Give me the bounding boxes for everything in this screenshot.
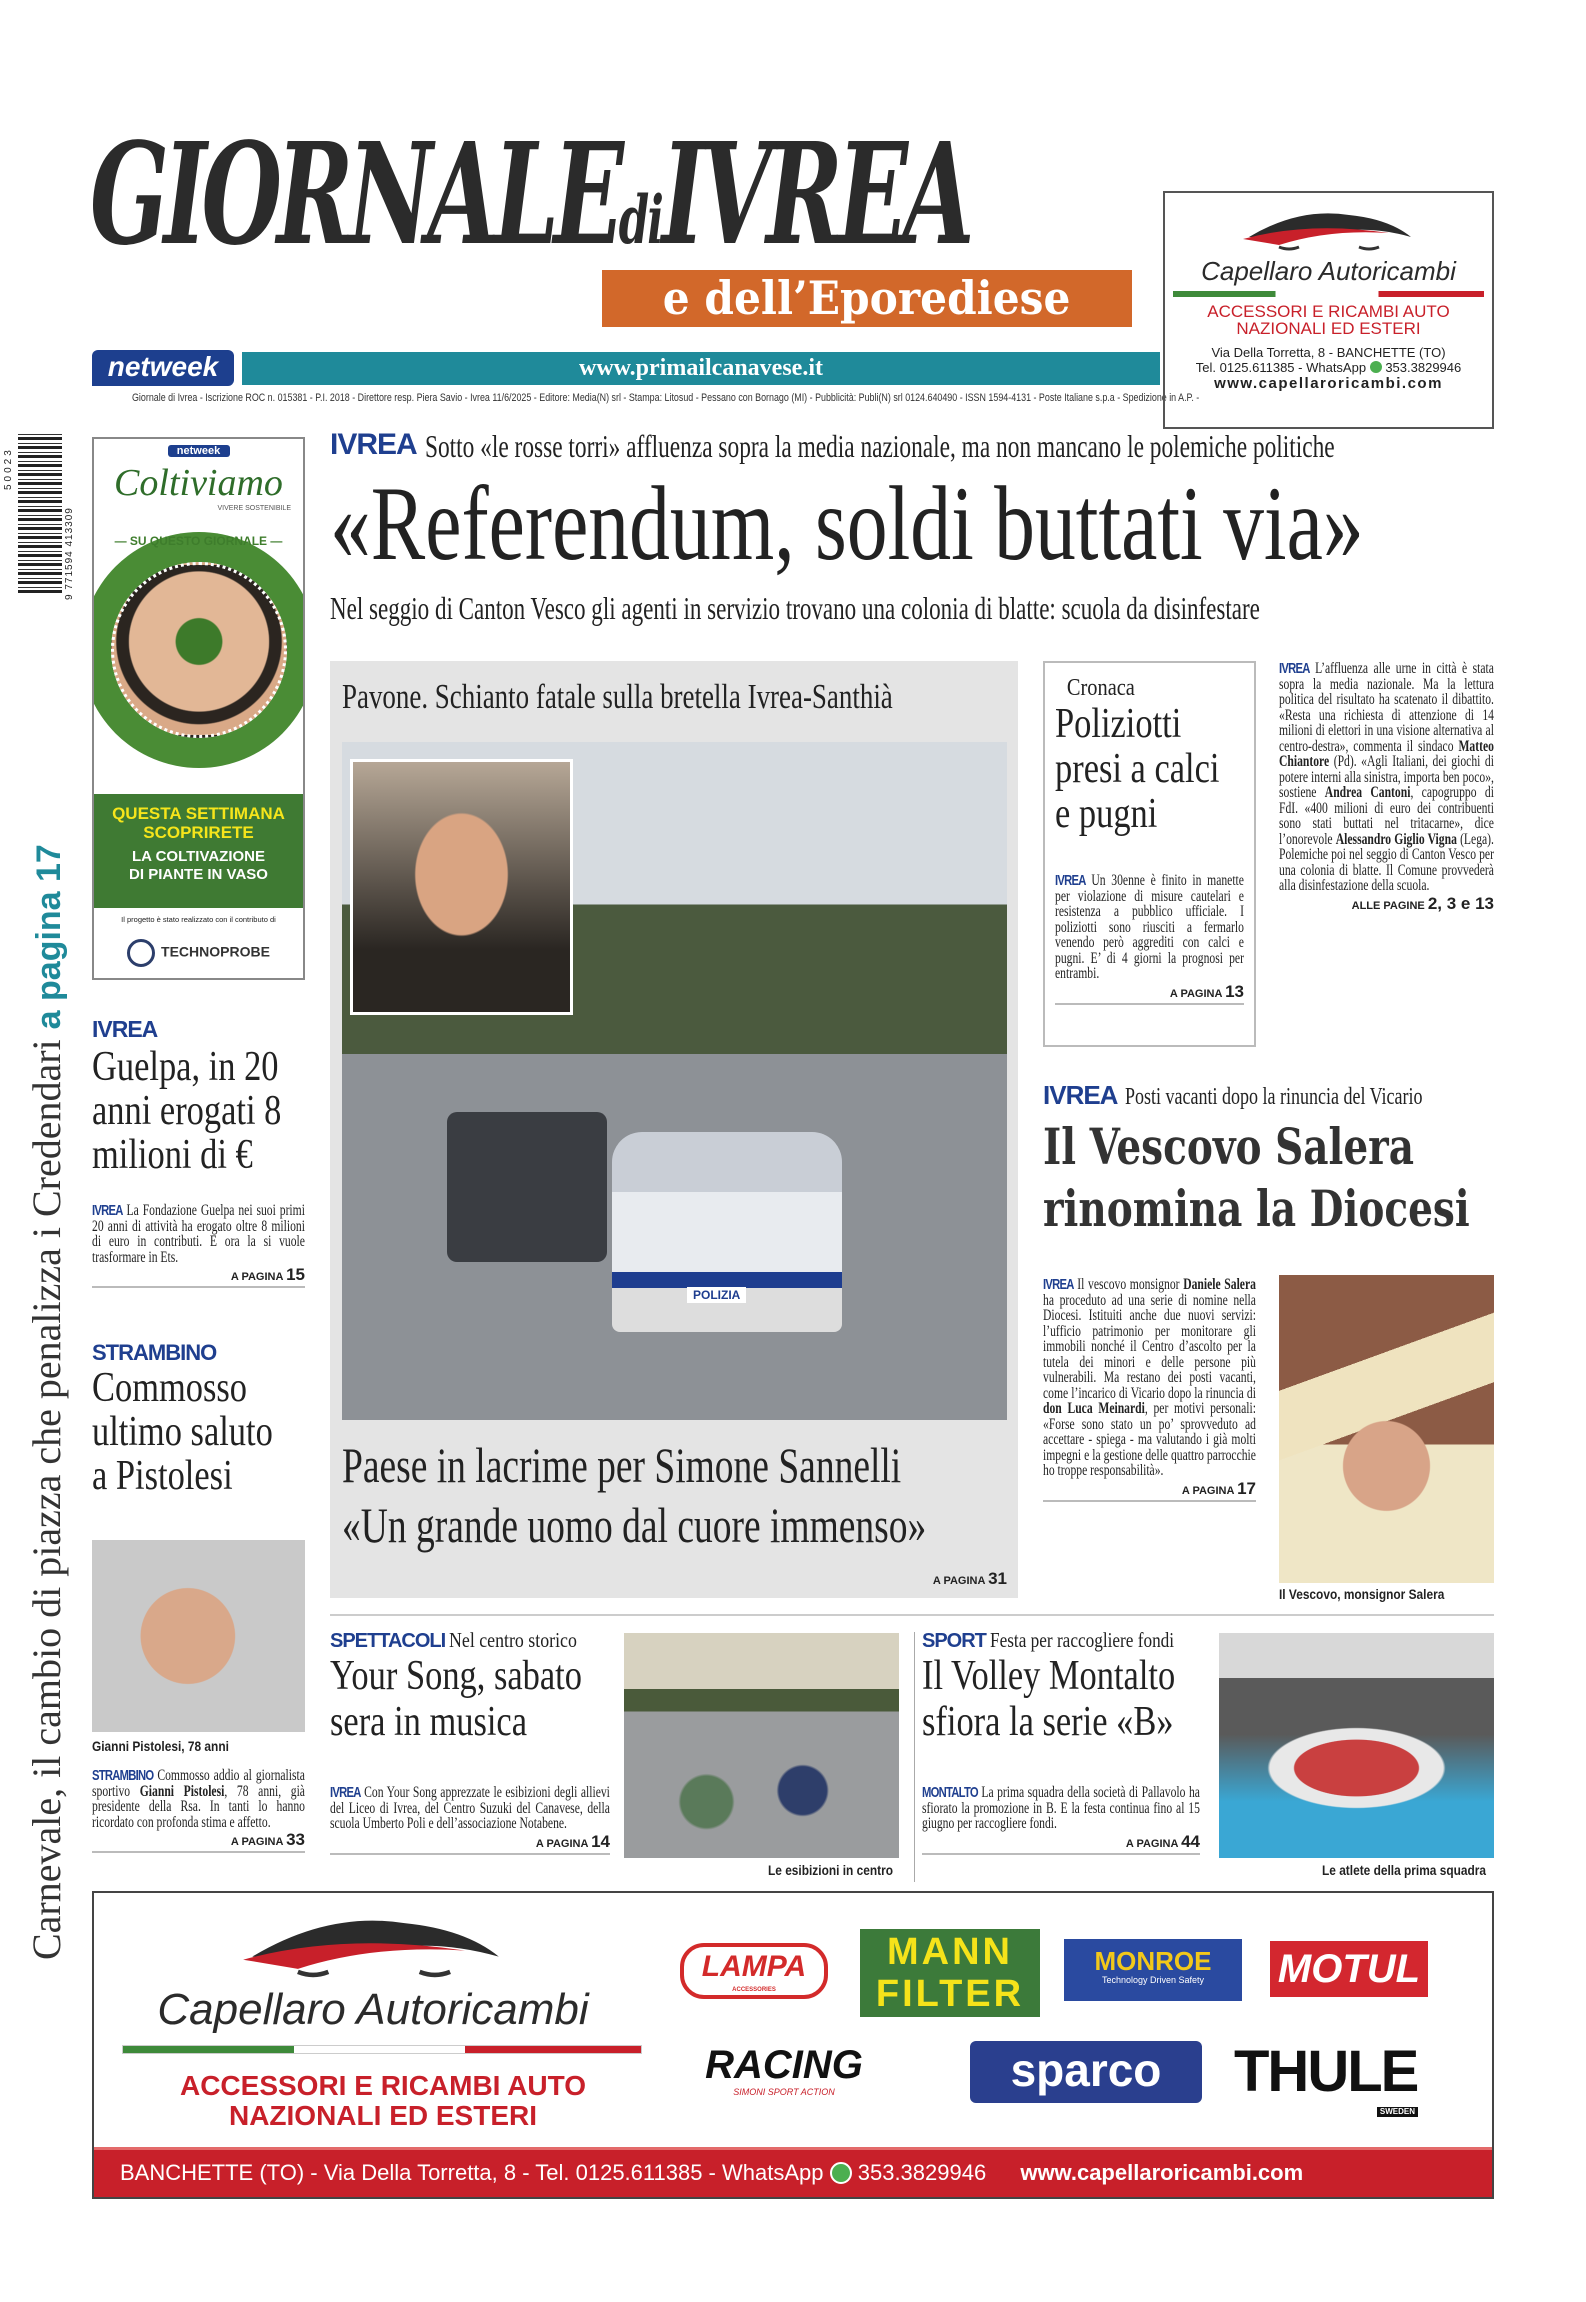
dateline: IVREA <box>92 1202 123 1219</box>
page-label: A PAGINA <box>230 1271 284 1283</box>
coltiviamo-sponsor-note: Il progetto è stato realizzato con il contributo di <box>121 915 276 924</box>
bishop-caption: Il Vescovo, monsignor Salera <box>1279 1586 1445 1602</box>
thule-sub: SWEDEN <box>1377 2107 1418 2117</box>
italian-flag-stripe <box>122 2045 642 2054</box>
whatsapp-icon <box>830 2162 852 2184</box>
bottom-ad-tagline-1: ACCESSORI E RICAMBI AUTO <box>179 2070 587 2101</box>
masthead-title-b: IVREA <box>661 125 970 265</box>
sparco-logo[interactable]: sparco <box>970 2041 1202 2103</box>
vescovo-kicker: IVREA <box>1043 1080 1118 1110</box>
body-text: , 78 anni, già presidente della Rsa. In tanti lo hanno ricordato con profonda stima e affetto. <box>92 1782 305 1831</box>
bottom-ad-tagline-2: NAZIONALI ED ESTERI <box>228 2100 537 2131</box>
bold-name: don Luca Meinardi <box>1043 1400 1145 1417</box>
vertical-teaser-link[interactable]: a pagina 17 <box>30 844 68 1030</box>
page-label: ALLE PAGINE <box>1351 899 1425 912</box>
yoursong-kicker: SPETTACOLI <box>330 1630 446 1652</box>
whatsapp-icon <box>1370 361 1382 373</box>
racing-name: RACING <box>705 2043 863 2087</box>
yoursong-headline: Your Song, sabato sera in musica <box>330 1653 582 1745</box>
feature-overline: Pavone. Schianto fatale sulla bretella Ivrea-Santhià <box>342 677 893 716</box>
vescovo-overline: Posti vacanti dopo la rinuncia del Vicario <box>1125 1084 1423 1110</box>
top-ad-brand: Capellaro Autoricambi <box>1201 256 1456 286</box>
lampa-sub: ACCESSORIES <box>732 1987 776 1993</box>
feature-headline-2: «Un grande uomo dal cuore immenso» <box>342 1497 927 1553</box>
top-ad[interactable] <box>1163 191 1494 429</box>
vescovo-body-column[interactable] <box>1043 1277 1256 1502</box>
bold-name: Daniele Salera <box>1183 1276 1256 1293</box>
motul-logo[interactable]: MOTUL <box>1270 1941 1428 1997</box>
technoprobe-logo <box>94 939 303 967</box>
yoursong-article[interactable] <box>330 1628 610 1855</box>
monroe-name: MONROE <box>1094 1946 1212 1976</box>
feature-page-ref[interactable] <box>342 1569 1007 1590</box>
bottom-ad-whatsapp: 353.3829946 <box>857 2160 987 2185</box>
body-text: La prima squadra della società di Pallavolo ha sfiorato la promozione in B. E la festa continua fino al 15 giugno per raccogliere fondi. <box>922 1784 1200 1832</box>
coltiviamo-banner <box>94 794 303 908</box>
coltiviamo-network-logo: netweek <box>168 445 230 457</box>
bold-name: Gianni Pistolesi <box>139 1782 225 1800</box>
vertical-teaser[interactable] <box>20 640 74 1960</box>
guelpa-headline: Guelpa, in 20 anni erogati 8 milioni di € <box>92 1044 282 1178</box>
body-text: (Pd). «Agli Italiani, dei giochi di potere interni alla sinistra, importa ben poco», sostiene <box>1279 753 1494 801</box>
bottom-ad-address: BANCHETTE (TO) - Via Della Torretta, 8 - Tel. 0125.611385 - WhatsApp <box>120 2160 824 2185</box>
volley-kicker: SPORT <box>922 1630 986 1652</box>
bottom-ad-footer-band <box>94 2147 1492 2197</box>
vescovo-headline-1: Il Vescovo Salera <box>1043 1117 1414 1176</box>
website-link[interactable]: www.primailcanavese.it <box>579 355 823 381</box>
coltiviamo-label: — SU QUESTO GIORNALE — <box>114 534 283 548</box>
coltiviamo-topic-1: LA COLTIVAZIONE <box>131 848 266 865</box>
cronaca-section: Cronaca <box>1066 675 1135 701</box>
dateline: IVREA <box>1055 872 1086 889</box>
body-text: , capogruppo di FdI. «400 milioni di euro dei contribuenti sono stati buttati nel tritacarne», dice l’onorevole <box>1279 784 1494 848</box>
vescovo-body <box>1043 1277 1256 1479</box>
mann-line-2: FILTER <box>875 1973 1025 2015</box>
barcode <box>18 433 62 593</box>
dateline: IVREA <box>330 1784 361 1801</box>
masthead-title-di: di <box>618 181 662 259</box>
cronaca-article[interactable] <box>1043 661 1256 1047</box>
police-plate: POLIZIA <box>687 1287 746 1303</box>
top-ad-tagline-2: NAZIONALI ED ESTERI <box>1236 319 1421 338</box>
page-number: 15 <box>286 1265 305 1284</box>
concert-crowd-photo <box>624 1633 899 1858</box>
racing-sub: SIMONI SPORT ACTION <box>733 2087 835 2097</box>
section-divider <box>330 1614 1494 1616</box>
volley-team-photo <box>1219 1633 1494 1858</box>
lead-body <box>1279 661 1494 894</box>
car-logo-icon <box>234 1911 514 1981</box>
victim-portrait-photo <box>350 759 573 1015</box>
volley-article[interactable] <box>922 1628 1200 1855</box>
vertical-teaser-text: Carnevale, il cambio di piazza che penalizza i Credendari <box>24 1039 69 1960</box>
website-bar <box>242 352 1160 385</box>
volley-overline: Festa per raccogliere fondi <box>989 1628 1174 1652</box>
yoursong-page-ref[interactable] <box>330 1832 610 1855</box>
cronaca-headline: Poliziotti presi a calci e pugni <box>1055 701 1220 837</box>
volley-divider <box>914 1632 915 1882</box>
lead-kicker: IVREA <box>330 428 417 461</box>
monroe-logo[interactable] <box>1064 1939 1242 2001</box>
page-label: A PAGINA <box>1125 1837 1179 1850</box>
top-ad-phone: Tel. 0125.611385 - WhatsApp <box>1195 360 1367 375</box>
page-number: 31 <box>988 1569 1007 1588</box>
guelpa-body <box>92 1203 305 1265</box>
pistolesi-kicker: STRAMBINO <box>92 1340 217 1365</box>
page-number: 14 <box>591 1831 610 1851</box>
technoprobe-name: TECHNOPROBE <box>161 943 270 960</box>
pistolesi-caption: Gianni Pistolesi, 78 anni <box>92 1738 229 1754</box>
top-ad-whatsapp: 353.3829946 <box>1385 360 1462 375</box>
top-ad-phone-line <box>1165 360 1492 375</box>
lead-subheadline-text: Nel seggio di Canton Vesco gli agenti in servizio trovano una colonia di blatte: scuola da disinfestare <box>330 590 1260 626</box>
yoursong-overline: Nel centro storico <box>449 1628 578 1652</box>
mann-filter-logo[interactable] <box>860 1929 1040 2017</box>
masthead-logo[interactable] <box>90 125 1150 265</box>
body-text: Un 30enne è finito in manette per violazione di misure cautelari e resistenza a pubblico ufficiale. I poliziotti sono riusciti a fermarlo venendo però aggrediti con calci e pugni. E’ di 4 giorni la prognosi per entrambi. <box>1055 872 1244 982</box>
masthead-subtitle-band <box>602 270 1132 327</box>
volley-headline: Il Volley Montalto sfiora la serie «B» <box>922 1653 1176 1745</box>
simoni-racing-logo[interactable] <box>684 2043 884 2097</box>
cronaca-body <box>1055 873 1244 982</box>
page-label: A PAGINA <box>230 1836 284 1848</box>
volley-body <box>922 1785 1200 1832</box>
publication-credits: Giornale di Ivrea - Iscrizione ROC n. 015381 - P.I. 2018 - Direttore resp. Piera Savio - Ivrea 11/6/2025 - Editore: Media(N) srl - Stampa: Litosud - Pessano con Bornago (MI) - Pubblicità: Publi(N) srl 0124.640490 - ISSN 1594-4131 - Poste Italiane s.p.a - Spedizione in A.P. - <box>132 392 1200 404</box>
netweek-logo[interactable]: netweek <box>92 350 234 386</box>
italian-flag-stripe <box>1173 291 1484 297</box>
body-text: Commosso addio al giornalista sportivo <box>92 1767 305 1800</box>
lampa-logo[interactable] <box>680 1943 828 1999</box>
page-number: 13 <box>1225 981 1244 1001</box>
monroe-sub: Technology Driven Safety <box>1101 1975 1205 1985</box>
top-ad-address: Via Della Torretta, 8 - BANCHETTE (TO) <box>1211 345 1446 360</box>
page-number: 17 <box>1237 1478 1256 1498</box>
coltiviamo-headline-1: QUESTA SETTIMANA <box>112 804 285 823</box>
masthead-subtitle: e dell’Eporediese <box>663 271 1071 325</box>
page-label: A PAGINA <box>535 1837 589 1850</box>
coltiviamo-headline-2: SCOPRIRETE <box>143 823 254 842</box>
volley-page-ref[interactable] <box>922 1832 1200 1855</box>
bold-name: Andrea Cantoni <box>1324 784 1411 801</box>
bold-name: Matteo Chiantore <box>1279 737 1494 770</box>
vescovo-headline[interactable] <box>1043 1116 1503 1240</box>
guelpa-page-ref[interactable] <box>92 1265 305 1288</box>
dateline: IVREA <box>1279 660 1310 677</box>
body-text: Il vescovo monsignor <box>1073 1276 1184 1293</box>
top-ad-website[interactable]: www.capellaroricambi.com <box>1214 375 1443 392</box>
body-text: (Lega). Polemiche poi nel seggio di Canton Vesco per una colonia di blatte. Il Comune provvederà alla disinfestazione della scuola. <box>1279 830 1494 894</box>
lampa-name: LAMPA <box>701 1950 807 1983</box>
lead-page-ref[interactable] <box>1279 894 1494 915</box>
top-ad-tagline-1: ACCESSORI E RICAMBI AUTO <box>1207 302 1450 321</box>
barcode-main-number: 9 771594 413309 <box>64 507 75 600</box>
pistolesi-body <box>92 1768 305 1830</box>
guelpa-kicker: IVREA <box>92 1016 158 1042</box>
body-text: L’affluenza alle urne in città è stata sopra la media nazionale. Ma la lettura politica del risultato ha scatenato il dibattito. «Resta una richiesta di attenzione di 14 milioni di elettori in una visione alternativa al centro-destra», commenta il sindaco <box>1279 660 1494 755</box>
body-text: La Fondazione Guelpa nei suoi primi 20 anni di attività ha erogato oltre 8 milioni di euro in contributi. E ora la si vuole trasformare in Ets. <box>92 1202 305 1266</box>
car-trunk-open <box>447 1112 607 1262</box>
pistolesi-photo <box>92 1540 305 1732</box>
lead-body-column[interactable] <box>1279 661 1494 915</box>
technoprobe-icon <box>127 939 155 967</box>
masthead-title-a: GIORNALE <box>90 125 619 265</box>
cronaca-page-ref[interactable] <box>1055 982 1244 1005</box>
thule-name: THULE <box>1234 2039 1418 2104</box>
dateline: MONTALTO <box>922 1784 978 1801</box>
body-text: Con Your Song apprezzate le esibizioni degli allievi del Liceo di Ivrea, del Centro Suzuki del Canavese, della scuola Umberto Poli e dell’associazione Notabene. <box>330 1784 610 1832</box>
dateline: IVREA <box>1043 1276 1074 1293</box>
pistolesi-article[interactable] <box>92 1340 305 1853</box>
feature-article[interactable] <box>330 661 1018 1598</box>
barcode-top-number: 50023 <box>3 447 14 490</box>
lead-subheadline <box>330 590 1500 627</box>
page-number: 44 <box>1181 1831 1200 1851</box>
lead-overline: Sotto «le rosse torri» affluenza sopra la media nazionale, ma non mancano le polemiche politiche <box>424 428 1335 464</box>
page-label: A PAGINA <box>1169 987 1223 1000</box>
body-text: , per motivi personali: «Forse sono stato un po’ sprovveduto ad accettare - spiega - ma valutando i già molti impegni e la gestione delle quattro parrocchie ho troppe responsabilità». <box>1043 1400 1256 1479</box>
lead-headline[interactable] <box>330 465 1500 582</box>
page-number: 33 <box>286 1830 305 1849</box>
lead-headline-text: «Referendum, soldi buttati via» <box>330 465 1364 582</box>
dateline: STRAMBINO <box>92 1767 154 1784</box>
mann-line-1: MANN <box>887 1931 1013 1973</box>
bishop-photo <box>1279 1275 1494 1583</box>
bold-name: Alessandro Giglio Vigna <box>1335 830 1457 848</box>
vescovo-headline-2: rinomina la Diocesi <box>1043 1179 1470 1238</box>
coltiviamo-logo-sub: VIVERE SOSTENIBILE <box>217 505 291 512</box>
pistolesi-page-ref[interactable] <box>92 1830 305 1853</box>
volley-caption: Le atlete della prima squadra <box>1322 1862 1487 1878</box>
vescovo-overline-row <box>1043 1080 1503 1111</box>
vescovo-page-ref[interactable] <box>1043 1479 1256 1502</box>
bottom-ad[interactable] <box>92 1891 1494 2199</box>
bottom-ad-website[interactable]: www.capellaroricambi.com <box>1020 2160 1304 2185</box>
feature-headline-1: Paese in lacrime per Simone Sannelli <box>342 1437 902 1493</box>
lead-overline-row <box>330 428 1500 465</box>
body-text: ha proceduto ad una serie di nomine nella Diocesi. Istituiti anche due nuovi servizi: l’ufficio patrimonio per monitorare gli immobili nonché il Centro d’ascolto per la tutela dei minori e delle persone più vulnerabili. Ma restano dei posti vacanti, come l’incarico di Vicario dopo la rinuncia di <box>1043 1291 1256 1402</box>
coltiviamo-topic-2: DI PIANTE IN VASO <box>129 866 268 883</box>
page-number: 2, 3 e 13 <box>1427 893 1494 913</box>
page-label: A PAGINA <box>932 1575 986 1587</box>
yoursong-body <box>330 1785 610 1832</box>
guelpa-article[interactable] <box>92 1016 305 1288</box>
page-label: A PAGINA <box>1181 1484 1235 1497</box>
coltiviamo-logo: Coltiviamo <box>114 462 283 504</box>
bottom-ad-brand: Capellaro Autoricambi <box>157 1985 589 2034</box>
concert-caption: Le esibizioni in centro <box>768 1862 893 1878</box>
coltiviamo-promo[interactable] <box>92 437 305 980</box>
hands-plant-image <box>111 562 287 738</box>
car-logo-icon <box>1239 207 1419 253</box>
thule-logo[interactable] <box>1234 2039 1434 2116</box>
pistolesi-headline: Commosso ultimo saluto a Pistolesi <box>92 1365 273 1499</box>
